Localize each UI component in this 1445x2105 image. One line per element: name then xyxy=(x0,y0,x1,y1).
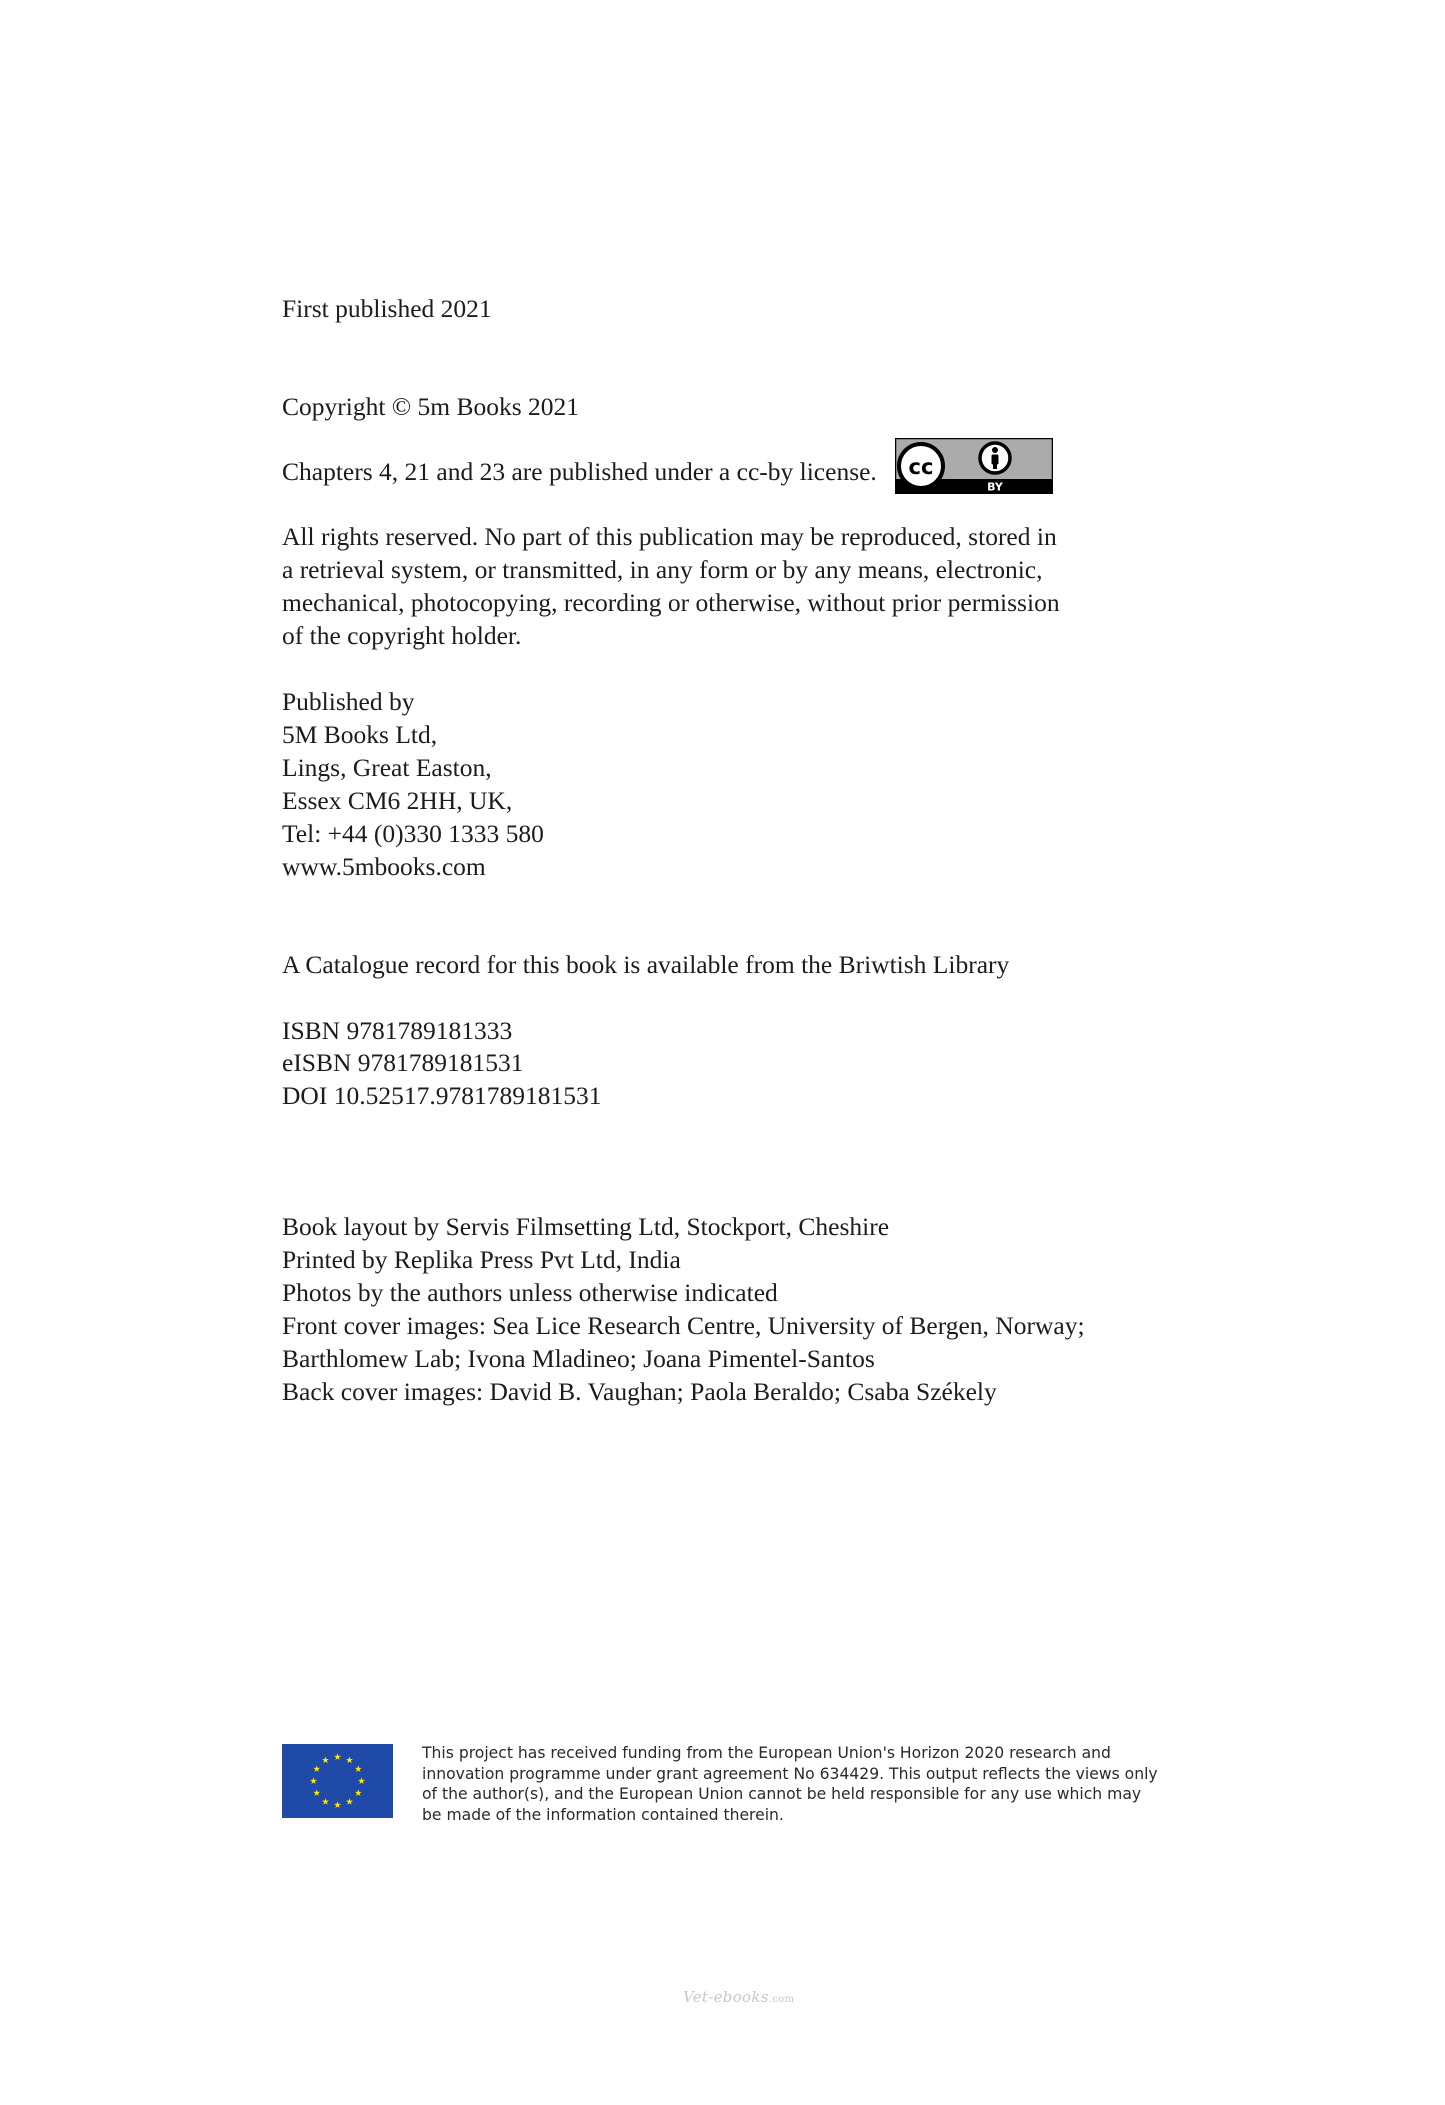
eu-funding-line: be made of the information contained therein. xyxy=(422,1805,784,1824)
credit-line: Photos by the authors unless otherwise indicated xyxy=(282,1278,778,1307)
publisher-line: Essex CM6 2HH, UK, xyxy=(282,786,513,815)
publisher-line: 5M Books Ltd, xyxy=(282,720,438,749)
rights-line: mechanical, photocopying, recording or otherwise, without prior permission xyxy=(282,588,1060,617)
eu-flag-icon xyxy=(282,1744,393,1818)
credit-line: Book layout by Servis Filmsetting Ltd, Stockport, Cheshire xyxy=(282,1212,890,1241)
rights-line: a retrieval system, or transmitted, in any form or by any means, electronic, xyxy=(282,555,1043,584)
doi: DOI 10.52517.9781789181531 xyxy=(282,1081,602,1110)
watermark-suffix: .com xyxy=(768,1994,795,2005)
eu-funding-line: of the author(s), and the European Union cannot be held responsible for any use which may xyxy=(422,1785,1142,1803)
eu-funding-statement xyxy=(422,1743,1242,1825)
watermark xyxy=(683,1988,794,2006)
publisher-line: Lings, Great Easton, xyxy=(282,753,492,782)
credit-line: Barthlomew Lab; Ivona Mladineo; Joana Pimentel-Santos xyxy=(282,1344,875,1373)
credit-line: Back cover images: David B. Vaughan; Paola Beraldo; Csaba Székely xyxy=(282,1377,997,1406)
cc-license-line: Chapters 4, 21 and 23 are published under a cc-by license. xyxy=(282,457,877,486)
credit-line: Front cover images: Sea Lice Research Centre, University of Bergen, Norway; xyxy=(282,1311,1085,1340)
rights-line: of the copyright holder. xyxy=(282,621,522,650)
eu-funding-line: innovation programme under grant agreement No 634429. This output reflects the views only xyxy=(422,1764,1158,1783)
cc-badge-text: cc xyxy=(908,455,934,479)
rights-line: All rights reserved. No part of this publication may be reproduced, stored in xyxy=(282,522,1057,551)
catalogue-record: A Catalogue record for this book is available from the Briwtish Library xyxy=(282,950,1010,979)
eisbn: eISBN 9781789181531 xyxy=(282,1048,524,1077)
copyright-line: Copyright © 5m Books 2021 xyxy=(282,392,580,421)
watermark-text: Vet-ebooks xyxy=(683,1988,769,2006)
publisher-website: www.5mbooks.com xyxy=(282,852,486,881)
cc-by-license-icon xyxy=(895,438,1053,494)
publisher-line: Published by xyxy=(282,687,415,716)
isbn: ISBN 9781789181333 xyxy=(282,1016,513,1045)
eu-funding-line: This project has received funding from the European Union's Horizon 2020 research and xyxy=(422,1744,1111,1762)
first-published: First published 2021 xyxy=(282,294,492,323)
credit-line: Printed by Replika Press Pvt Ltd, India xyxy=(282,1245,681,1274)
publisher-line: Tel: +44 (0)330 1333 580 xyxy=(282,819,544,848)
by-badge-text: BY xyxy=(987,480,1003,494)
